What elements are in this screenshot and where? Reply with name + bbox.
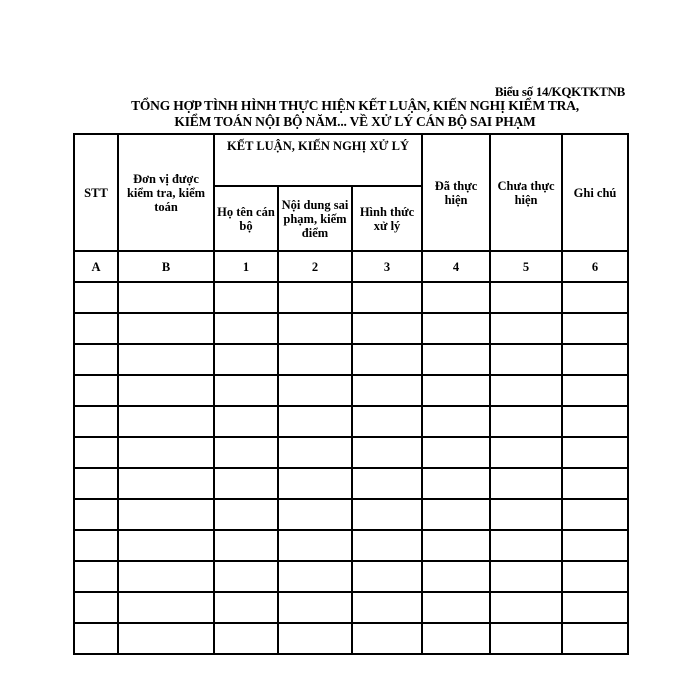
- table-cell: [118, 561, 214, 592]
- table-cell: [562, 561, 628, 592]
- table-cell: [422, 530, 490, 561]
- table-cell: [214, 623, 278, 654]
- table-cell: [422, 561, 490, 592]
- table-cell: [214, 437, 278, 468]
- table-cell: [278, 375, 352, 406]
- table-cell: [422, 375, 490, 406]
- table-cell: [352, 437, 422, 468]
- table-cell: [74, 344, 118, 375]
- table-cell: [278, 623, 352, 654]
- table-cell: [352, 499, 422, 530]
- table-row: [74, 437, 628, 468]
- table-cell: [422, 499, 490, 530]
- table-body: [74, 282, 628, 654]
- column-code: 2: [278, 251, 352, 282]
- table-cell: [352, 530, 422, 561]
- table-cell: [278, 313, 352, 344]
- table-cell: [74, 499, 118, 530]
- table-cell: [352, 561, 422, 592]
- table-row: [74, 406, 628, 437]
- column-code: B: [118, 251, 214, 282]
- table-cell: [562, 623, 628, 654]
- table-cell: [74, 437, 118, 468]
- table-cell: [352, 592, 422, 623]
- table-cell: [278, 282, 352, 313]
- table-cell: [214, 313, 278, 344]
- table-cell: [278, 344, 352, 375]
- table-cell: [562, 468, 628, 499]
- table-cell: [352, 406, 422, 437]
- table-cell: [490, 282, 562, 313]
- column-code: 1: [214, 251, 278, 282]
- table-cell: [490, 406, 562, 437]
- table-cell: [490, 499, 562, 530]
- table-cell: [118, 437, 214, 468]
- table-cell: [214, 282, 278, 313]
- table-cell: [74, 561, 118, 592]
- table-cell: [422, 406, 490, 437]
- table-cell: [74, 282, 118, 313]
- table-cell: [352, 344, 422, 375]
- table-cell: [74, 375, 118, 406]
- table-cell: [214, 592, 278, 623]
- table-cell: [118, 530, 214, 561]
- table-row: [74, 468, 628, 499]
- table-cell: [562, 499, 628, 530]
- header-form: Hình thức xử lý: [352, 186, 422, 251]
- table-cell: [118, 282, 214, 313]
- table-cell: [562, 437, 628, 468]
- document-title: [75, 98, 635, 130]
- column-code: 6: [562, 251, 628, 282]
- table-cell: [118, 623, 214, 654]
- column-code: 4: [422, 251, 490, 282]
- table-cell: [490, 623, 562, 654]
- table-cell: [214, 375, 278, 406]
- table-cell: [118, 313, 214, 344]
- header-stt: STT: [74, 134, 118, 251]
- table-cell: [352, 282, 422, 313]
- table-cell: [74, 623, 118, 654]
- table-cell: [214, 561, 278, 592]
- table-cell: [490, 561, 562, 592]
- table-row: [74, 282, 628, 313]
- table-cell: [74, 468, 118, 499]
- title-line-2: KIỂM TOÁN NỘI BỘ NĂM... VỀ XỬ LÝ CÁN BỘ SAI PHẠM: [174, 114, 536, 129]
- table-cell: [278, 592, 352, 623]
- header-name: Họ tên cán bộ: [214, 186, 278, 251]
- table-cell: [490, 375, 562, 406]
- table-cell: [490, 437, 562, 468]
- header-content: Nội dung sai phạm, kiếm điểm: [278, 186, 352, 251]
- table-cell: [278, 499, 352, 530]
- table-row: [74, 499, 628, 530]
- table-cell: [490, 468, 562, 499]
- table-row: [74, 623, 628, 654]
- table-cell: [74, 530, 118, 561]
- table-row: [74, 344, 628, 375]
- table-row: [74, 375, 628, 406]
- table-cell: [118, 592, 214, 623]
- table-cell: [422, 437, 490, 468]
- table-cell: [562, 375, 628, 406]
- table-cell: [562, 344, 628, 375]
- table-cell: [422, 592, 490, 623]
- table-cell: [422, 623, 490, 654]
- form-code: Biểu số 14/KQKTKTNB: [494, 84, 625, 99]
- column-code-row: [74, 251, 628, 282]
- column-code: A: [74, 251, 118, 282]
- table-cell: [352, 313, 422, 344]
- table-row: [74, 313, 628, 344]
- table-cell: [214, 530, 278, 561]
- table-cell: [562, 313, 628, 344]
- table-cell: [278, 437, 352, 468]
- table-cell: [74, 592, 118, 623]
- table-cell: [118, 406, 214, 437]
- header-note: Ghi chú: [562, 134, 628, 251]
- header-done: Đã thực hiện: [422, 134, 490, 251]
- table-cell: [278, 468, 352, 499]
- table-cell: [74, 406, 118, 437]
- table-cell: [278, 561, 352, 592]
- table-cell: [118, 468, 214, 499]
- table-row: [74, 530, 628, 561]
- table-cell: [422, 344, 490, 375]
- table-cell: [118, 375, 214, 406]
- table-cell: [214, 468, 278, 499]
- table-cell: [490, 344, 562, 375]
- table-cell: [562, 530, 628, 561]
- table-cell: [490, 313, 562, 344]
- header-conclusion-group: KẾT LUẬN, KIẾN NGHỊ XỬ LÝ: [214, 134, 422, 186]
- table-cell: [422, 313, 490, 344]
- table-cell: [562, 406, 628, 437]
- table-cell: [352, 623, 422, 654]
- table-cell: [278, 530, 352, 561]
- table-cell: [118, 344, 214, 375]
- column-code: 5: [490, 251, 562, 282]
- header-not-done: Chưa thực hiện: [490, 134, 562, 251]
- table-cell: [352, 375, 422, 406]
- table-cell: [214, 406, 278, 437]
- table-cell: [74, 313, 118, 344]
- table-cell: [422, 468, 490, 499]
- table-cell: [562, 592, 628, 623]
- table-cell: [490, 592, 562, 623]
- table-cell: [214, 499, 278, 530]
- header-row-1: [74, 134, 628, 186]
- table-cell: [422, 282, 490, 313]
- table-cell: [490, 530, 562, 561]
- table-cell: [214, 344, 278, 375]
- column-code: 3: [352, 251, 422, 282]
- table-cell: [278, 406, 352, 437]
- header-unit: Đơn vị được kiểm tra, kiểm toán: [118, 134, 214, 251]
- table-cell: [562, 282, 628, 313]
- table-cell: [352, 468, 422, 499]
- title-line-1: TỔNG HỢP TÌNH HÌNH THỰC HIỆN KẾT LUẬN, KIẾN NGHỊ KIỂM TRA,: [131, 98, 579, 113]
- report-table: [73, 133, 629, 655]
- table-row: [74, 561, 628, 592]
- table-cell: [118, 499, 214, 530]
- table-row: [74, 592, 628, 623]
